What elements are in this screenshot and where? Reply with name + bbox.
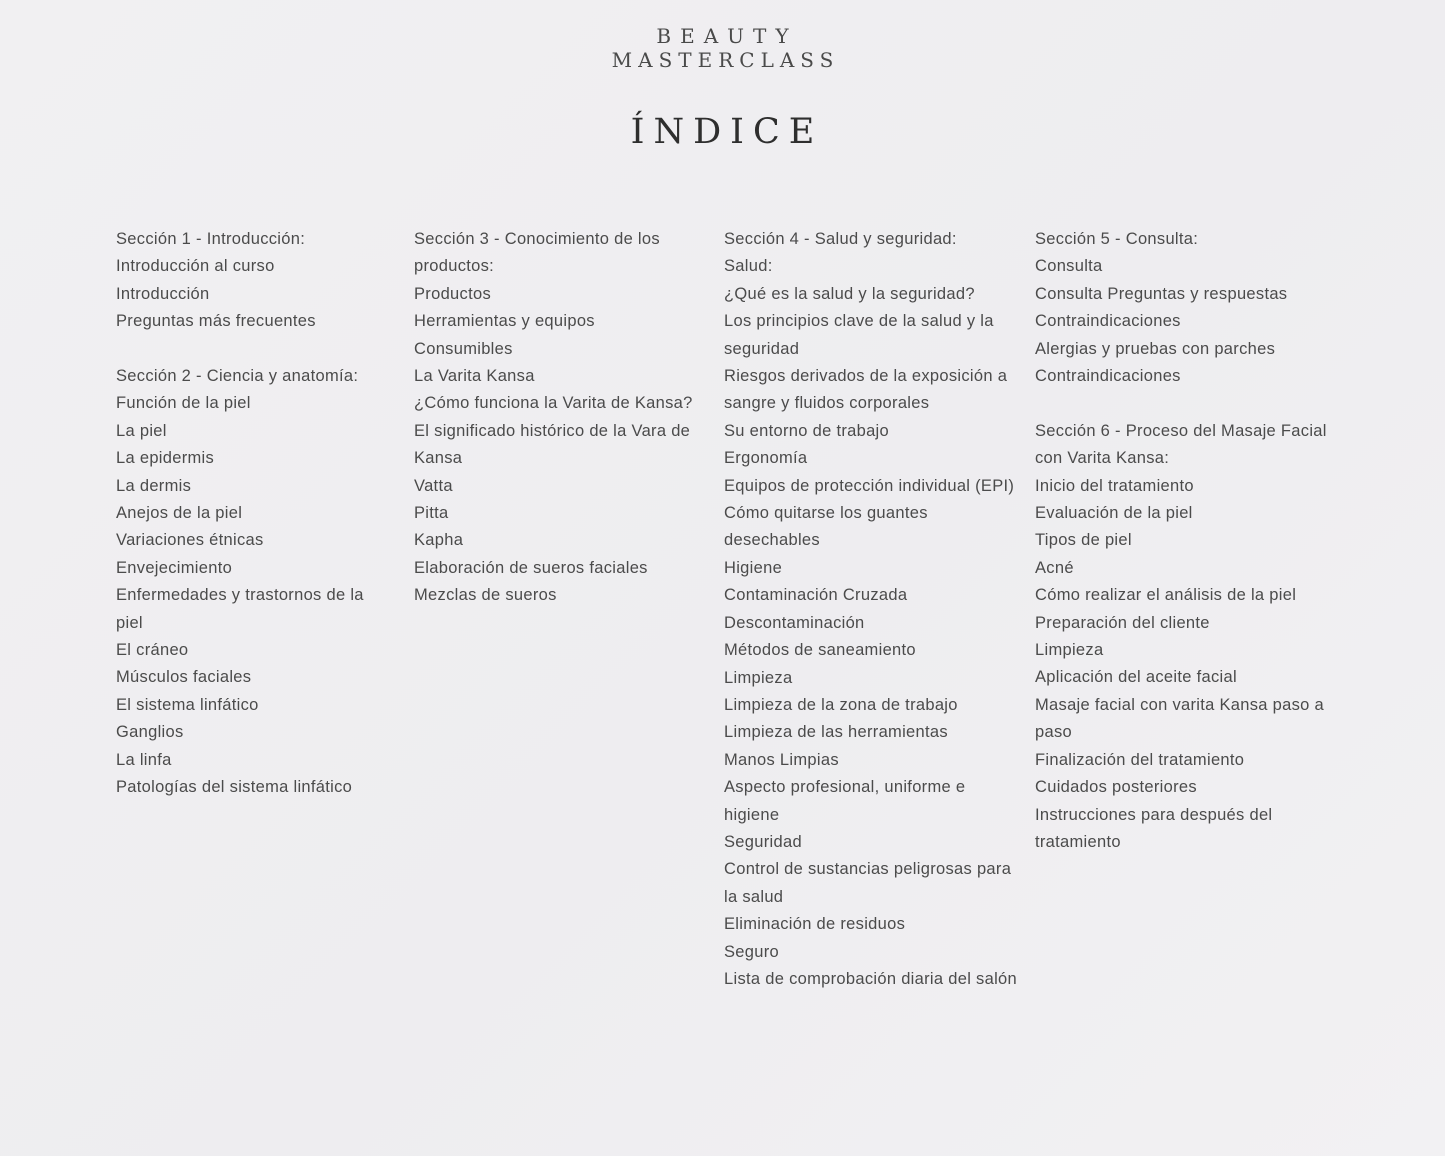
brand-logo xyxy=(0,24,1445,72)
toc-item: Ergonomía xyxy=(724,449,808,468)
toc-item: El cráneo xyxy=(116,641,189,660)
toc-item: Métodos de saneamiento xyxy=(724,641,916,660)
toc-item: Consulta xyxy=(1035,257,1103,276)
toc-item: Kapha xyxy=(414,531,464,550)
toc-item: Seguro xyxy=(724,942,780,961)
toc-item: Patologías del sistema linfático xyxy=(116,778,353,797)
brand-line-1: BEAUTY xyxy=(656,24,798,48)
toc-item: Finalización del tratamiento xyxy=(1035,750,1245,769)
toc-item: Salud: xyxy=(724,257,773,276)
toc-column-2 xyxy=(414,226,714,610)
toc-item: Preguntas más frecuentes xyxy=(116,312,316,331)
toc-item: Herramientas y equipos xyxy=(414,312,595,331)
toc-item: Ganglios xyxy=(116,723,184,742)
toc-item: Limpieza de la zona de trabajo xyxy=(724,695,958,714)
toc-item: Limpieza de las herramientas xyxy=(724,723,948,742)
toc-item: Inicio del tratamiento xyxy=(1035,476,1194,495)
toc-item: Cómo realizar el análisis de la piel xyxy=(1035,586,1297,605)
toc-item: El sistema linfático xyxy=(116,695,259,714)
toc-item: Productos xyxy=(414,284,491,303)
toc-item: Introducción xyxy=(116,284,210,303)
section-heading: Sección 3 - Conocimiento de los productos: xyxy=(414,230,660,276)
toc-item: Aspecto profesional, uniforme e higiene xyxy=(724,778,966,824)
toc-column-3 xyxy=(724,226,1019,993)
toc-item: Los principios clave de la salud y la seguridad xyxy=(724,312,994,358)
toc-item: Mezclas de sueros xyxy=(414,586,557,605)
toc-item: Elaboración de sueros faciales xyxy=(414,558,648,577)
toc-item: Equipos de protección individual (EPI) xyxy=(724,476,1015,495)
toc-item: Cuidados posteriores xyxy=(1035,778,1197,797)
section-gap xyxy=(116,336,391,363)
toc-item: Su entorno de trabajo xyxy=(724,421,889,440)
toc-item: Consumibles xyxy=(414,339,513,358)
toc-column-1 xyxy=(116,226,391,802)
toc-item: Limpieza xyxy=(724,668,793,687)
toc-item: Contaminación Cruzada xyxy=(724,586,908,605)
toc-item: Envejecimiento xyxy=(116,558,233,577)
toc-item: La piel xyxy=(116,421,167,440)
toc-item: Aplicación del aceite facial xyxy=(1035,668,1237,687)
toc-item: La dermis xyxy=(116,476,192,495)
toc-item: Variaciones étnicas xyxy=(116,531,264,550)
toc-item: Enfermedades y trastornos de la piel xyxy=(116,586,364,632)
page-title: ÍNDICE xyxy=(630,112,824,152)
toc-item: Riesgos derivados de la exposición a sangre y fluidos corporales xyxy=(724,367,1008,413)
toc-item: Contraindicaciones xyxy=(1035,312,1181,331)
toc-item: Masaje facial con varita Kansa paso a paso xyxy=(1035,695,1325,742)
toc-item: Anejos de la piel xyxy=(116,504,243,523)
toc-item: Instrucciones para después del tratamiento xyxy=(1035,805,1273,851)
toc-item: Preparación del cliente xyxy=(1035,613,1210,632)
toc-item: ¿Cómo funciona la Varita de Kansa? xyxy=(414,394,693,413)
toc-item: Consulta Preguntas y respuestas xyxy=(1035,284,1288,303)
section-heading: Sección 1 - Introducción: xyxy=(116,230,306,248)
toc-item: El significado histórico de la Vara de Kansa xyxy=(414,421,691,468)
toc-item: Higiene xyxy=(724,558,783,577)
toc-item: Contraindicaciones xyxy=(1035,367,1181,386)
toc-item: ¿Qué es la salud y la seguridad? xyxy=(724,284,975,303)
brand-line-2: MASTERCLASS xyxy=(611,48,840,72)
section-heading: Sección 6 - Proceso del Masaje Facial con Varita Kansa: xyxy=(1035,421,1327,468)
toc-item: Vatta xyxy=(414,476,453,495)
toc-item: Eliminación de residuos xyxy=(724,915,906,934)
toc-item: Seguridad xyxy=(724,832,802,851)
toc-item: Lista de comprobación diaria del salón xyxy=(724,969,1017,988)
toc-item: La epidermis xyxy=(116,449,215,468)
toc-item: La linfa xyxy=(116,750,172,769)
toc-column-4 xyxy=(1035,226,1335,856)
toc-item: Manos Limpias xyxy=(724,750,839,769)
toc-item: Introducción al curso xyxy=(116,257,275,276)
toc-item: Evaluación de la piel xyxy=(1035,504,1193,523)
toc-item: Pitta xyxy=(414,504,449,523)
toc-item: La Varita Kansa xyxy=(414,367,535,386)
toc-item: Función de la piel xyxy=(116,394,251,413)
toc-item: Descontaminación xyxy=(724,613,865,632)
toc-item: Control de sustancias peligrosas para la salud xyxy=(724,860,1012,906)
section-heading: Sección 2 - Ciencia y anatomía: xyxy=(116,367,359,386)
toc-item: Cómo quitarse los guantes desechables xyxy=(724,504,928,550)
section-gap xyxy=(1035,390,1335,417)
toc-item: Limpieza xyxy=(1035,641,1104,660)
toc-item: Acné xyxy=(1035,558,1074,577)
toc-item: Tipos de piel xyxy=(1035,531,1132,550)
toc-item: Músculos faciales xyxy=(116,668,252,687)
toc-item: Alergias y pruebas con parches xyxy=(1035,339,1276,358)
section-heading: Sección 4 - Salud y seguridad: xyxy=(724,230,957,248)
section-heading: Sección 5 - Consulta: xyxy=(1035,230,1199,248)
